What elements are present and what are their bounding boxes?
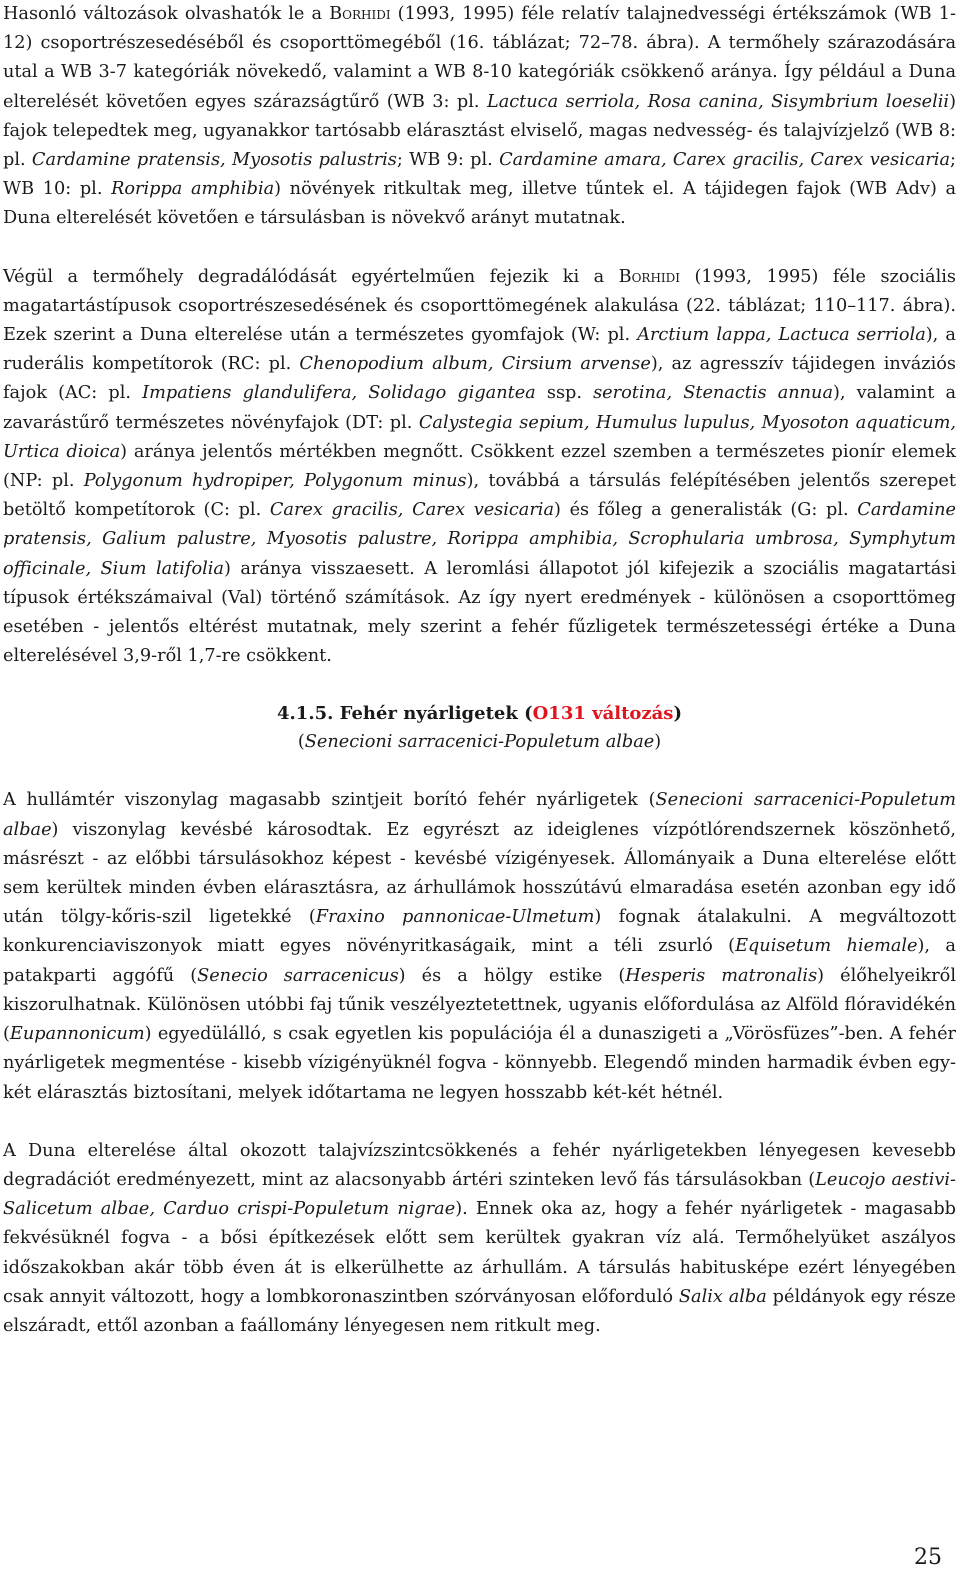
species-name: Lactuca serriola, Rosa canina, Sisymbrium loeselii bbox=[486, 91, 950, 112]
text-run: ) fajok telepedtek meg, ugyanakkor tartósabb elárasztást elviselő, magas nedvesség- és talajvízjelző (WB 8: pl. bbox=[3, 91, 956, 171]
species-name: Cardamine pratensis, Galium palustre, Myosotis palustre, Rorippa amphibia, Scrophularia umbrosa, Symphytum officinale, Sium latifolia bbox=[3, 500, 956, 579]
text-run: ). Ennek oka az, hogy a fehér nyárligetek - magasabb fekvésüknél fogva - a bősi építkezések előtt sem kerültek gyakran víz alá. Termőhelyüket aszályos időszakokban akár több éven át is elkerülhette az árhullám. A társulás habitusképe ezért lényegében csak annyit változott, hogy a lombkoronaszintben szórványosan előforduló bbox=[3, 1199, 956, 1307]
paragraph-feher-nyarligetek bbox=[3, 786, 956, 1107]
species-name: Impatiens glandulifera, Solidago gigantea bbox=[142, 383, 536, 404]
paragraph-talajvizszint bbox=[3, 1137, 956, 1341]
text-run: ) és főleg a generalisták (G: pl. bbox=[554, 500, 858, 521]
text-run: A hullámtér viszonylag magasabb szintjeit borító fehér nyárligetek ( bbox=[3, 790, 656, 811]
species-name: Senecioni sarracenici-Populetum albae bbox=[3, 790, 956, 840]
text-run: példányok egy része elszáradt, ettől azonban a faállomány lényegesen nem ritkult meg. bbox=[3, 1286, 956, 1336]
species-name: Polygonum hydropiper, Polygonum minus bbox=[83, 471, 467, 492]
text-run: ) fognak átalakulni. A megváltozott konkurenciaviszonyok miatt egyes növényritkaságaik, mint a téli zsurló ( bbox=[3, 907, 956, 957]
subheading-close: ) bbox=[654, 732, 662, 753]
species-name: serotina, Stenactis annua bbox=[593, 383, 833, 404]
species-name: Calystegia sepium, Humulus lupulus, Myosoton aquaticum, Urtica dioica bbox=[3, 412, 956, 462]
text-run: (1993, 1995) féle szociális magatartástípusok csoportrészesedésének és csoporttömegének alakulása (22. táblázat; 110–117. ábra). Ezek szerint a Duna elterelése után a természetes gyomfajok (W: pl. bbox=[3, 266, 956, 346]
author-name: Borhidi bbox=[329, 4, 391, 24]
text-run: Hasonló változások olvashatók le a bbox=[3, 4, 330, 24]
section-number: 4.1.5. bbox=[277, 703, 334, 725]
species-name: Hesperis matronalis bbox=[625, 965, 818, 986]
species-name: Eupannonicum bbox=[9, 1024, 145, 1045]
text-run: (1993, 1995) féle relatív talajnedvességi értékszámok (WB 1-12) csoportrészesedéséből és csoporttömegéből (16. táblázat; 72–78. ábra). A termőhely szárazodására utal a WB 3-7 kategóriák növekedő, valamint a WB 8-10 kategóriák csökkenő aránya. Így például a Duna elterelését követően egyes szárazságtűrő (WB 3: pl. bbox=[3, 4, 956, 112]
species-name: Leucojo aestivi-Salicetum albae, Carduo crispi-Populetum nigrae bbox=[3, 1169, 957, 1220]
text-run: ) élőhelyeikről kiszorulhatnak. Különösen utóbbi faj tűnik veszélyeztetettnek, ugyanis előfordulása az Alföld flóravidékén ( bbox=[3, 965, 956, 1045]
species-name: Cardamine pratensis, Myosotis palustris bbox=[31, 150, 397, 171]
paragraph-talajnedvesseg bbox=[3, 0, 956, 234]
document-page bbox=[3, 0, 956, 1341]
species-name: Fraxino pannonicae-Ulmetum bbox=[315, 907, 595, 928]
text-run: ) aránya jelentős mértékben megnőtt. Csökkent ezzel szemben a természetes pionír elemek (NP: pl. bbox=[3, 441, 956, 492]
association-name: Senecioni sarracenici-Populetum albae bbox=[304, 732, 655, 753]
author-name: Borhidi bbox=[618, 266, 681, 287]
section-subheading bbox=[3, 728, 956, 757]
species-name: Equisetum hiemale bbox=[735, 936, 918, 957]
text-run: ), a patakparti aggófű ( bbox=[3, 936, 956, 986]
species-name: Rorippa amphibia bbox=[111, 179, 275, 200]
text-run: ; WB 9: pl. bbox=[396, 150, 500, 171]
text-run: ), továbbá a társulás felépítésében jelentős szerepet betöltő kompetítorok (C: pl. bbox=[3, 471, 957, 521]
species-name: Salix alba bbox=[678, 1286, 767, 1307]
text-run: A Duna elterelése által okozott talajvízszintcsökkenés a fehér nyárligetekben lényegesen kevesebb degradációt eredményezett, mint az alacsonyabb ártéri szinteken levő fás társulásokban ( bbox=[3, 1140, 956, 1190]
text-run: ), valamint a zavarástűrő természetes növényfajok (DT: pl. bbox=[3, 383, 957, 433]
species-name: Chenopodium album, Cirsium arvense bbox=[299, 354, 651, 375]
species-name: Arctium lappa, Lactuca serriola bbox=[637, 325, 926, 346]
section-title: Fehér nyárligetek ( bbox=[339, 703, 533, 725]
text-run: ) viszonylag kevésbé károsodtak. Ez egyrészt az ideiglenes vízpótlórendszernek köszönhető, másrészt - az előbbi társulásokhoz képest - kevésbé vízigényesek. Állományaik a Duna elterelése előtt sem kerültek minden évben elárasztásra, az árhullámok hosszútávú elmaradása esetén azonban egy idő után tölgy-kőris-szil ligetekké ( bbox=[3, 819, 956, 928]
text-run: ; WB 10: pl. bbox=[3, 150, 956, 200]
species-name: Senecio sarracenicus bbox=[197, 965, 399, 986]
text-run: ) növények ritkultak meg, illetve tűntek el. A tájidegen fajok (WB Adv) a Duna elterelését követően e társulásban is növekvő arányt mutatnak. bbox=[3, 179, 956, 229]
species-name: Carex gracilis, Carex vesicaria bbox=[269, 500, 555, 521]
text-run: ) és a hölgy estike ( bbox=[398, 965, 626, 986]
text-run: ) egyedülálló, s csak egyetlen kis populációja él a dunaszigeti a „Vörösfüzes”-ben. A fehér nyárligetek megmentése - kisebb vízigényüknél fogva - könnyebb. Elegendő minden harmadik évben egy-két elárasztás biztosítani, melyek időtartama ne legyen hosszabb két-két hétnél. bbox=[3, 1024, 956, 1103]
section-heading bbox=[3, 699, 956, 728]
text-run: ), az agresszív tájidegen inváziós fajok (AC: pl. bbox=[3, 354, 956, 404]
page-number: 25 bbox=[914, 1545, 942, 1570]
paragraph-szocialis-magatartas bbox=[3, 263, 956, 672]
change-code: O131 változás bbox=[532, 703, 674, 725]
text-run: ssp. bbox=[535, 383, 594, 404]
text-run: ) aránya visszaesett. A leromlási állapotot jól kifejezik a szociális magatartási típusok értékszámaival (Val) történő számítások. Az így nyert eredmények - különösen a csoporttömeg esetében - jelentős eltérést mutatnak, mely szerint a fehér fűzligetek természetességi értéke a Duna elterelésével 3,9-ről 1,7-re csökkent. bbox=[3, 558, 956, 667]
section-title-close: ) bbox=[673, 703, 682, 725]
text-run: Végül a termőhely degradálódását egyértelműen fejezik ki a bbox=[3, 266, 619, 287]
subheading-open: ( bbox=[297, 732, 305, 753]
species-name: Cardamine amara, Carex gracilis, Carex vesicaria bbox=[499, 150, 951, 171]
text-run: ), a ruderális kompetítorok (RC: pl. bbox=[3, 325, 956, 375]
